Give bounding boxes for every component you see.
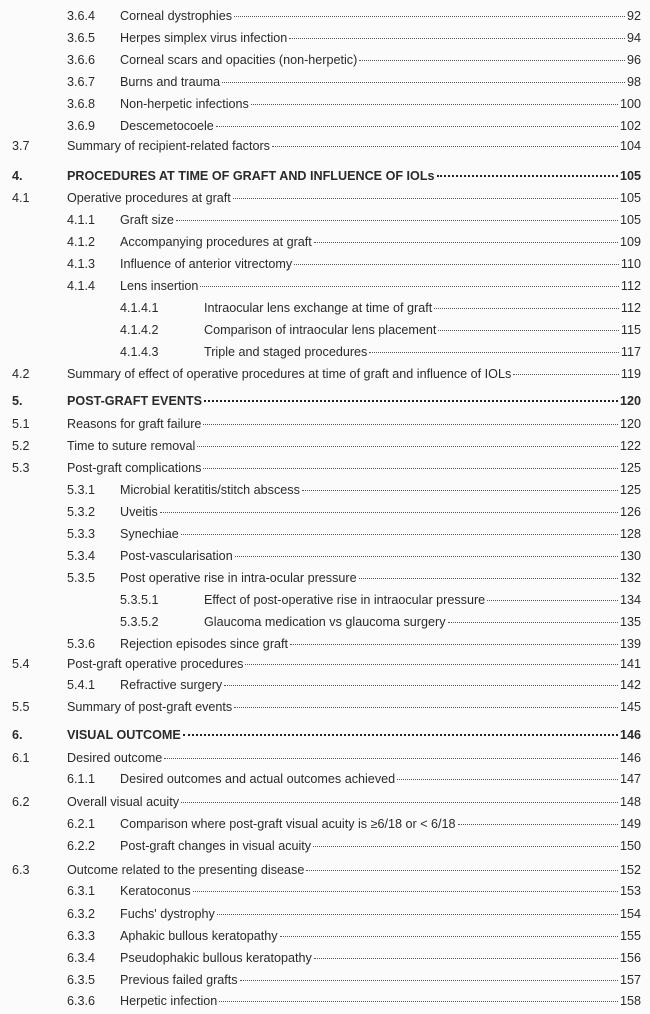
toc-entry-number: 4.1.2 (67, 235, 96, 249)
toc-entry[interactable] (0, 836, 650, 856)
toc-entry-page: 109 (619, 235, 641, 249)
dot-leader (306, 870, 618, 871)
toc-entry-title: VISUAL OUTCOME (67, 728, 181, 742)
toc-entry[interactable] (0, 414, 650, 434)
toc-entry[interactable] (0, 458, 650, 478)
toc-entry[interactable] (0, 991, 650, 1011)
dot-leader (217, 914, 618, 915)
toc-entry-page: 142 (619, 678, 641, 692)
toc-entry-page: 115 (620, 323, 641, 337)
toc-entry-page: 110 (620, 257, 641, 271)
dot-leader (487, 600, 618, 601)
dot-leader (181, 802, 618, 803)
toc-entry-title: Post-graft complications (67, 461, 202, 475)
dot-leader (193, 891, 618, 892)
dot-leader (176, 220, 618, 221)
toc-entry-number: 3.6.6 (67, 53, 96, 67)
toc-entry-title: Triple and staged procedures (204, 345, 368, 359)
dot-leader (200, 286, 619, 287)
toc-entry-page: 146 (619, 728, 641, 742)
toc-entry-page: 148 (619, 795, 641, 809)
toc-entry-title: Operative procedures at graft (67, 191, 231, 205)
dot-leader (437, 175, 618, 177)
toc-entry-page: 150 (619, 839, 641, 853)
toc-entry-page: 105 (619, 213, 641, 227)
toc-entry[interactable] (0, 210, 650, 230)
toc-entry-page: 125 (619, 461, 641, 475)
toc-entry-title: Herpes simplex virus infection (120, 31, 288, 45)
dot-leader (234, 16, 625, 17)
toc-entry-number: 4.1.4.1 (120, 301, 159, 315)
toc-entry-title: Refractive surgery (120, 678, 223, 692)
dot-leader (290, 644, 618, 645)
toc-entry-title: Post-graft changes in visual acuity (120, 839, 312, 853)
dot-leader (203, 424, 618, 425)
dot-leader (397, 779, 618, 780)
toc-entry-number: 3.7 (12, 139, 30, 153)
toc-entry-number: 5.4 (12, 657, 30, 671)
toc-entry-number: 5.3.1 (67, 483, 96, 497)
toc-entry[interactable] (0, 970, 650, 990)
dot-leader (448, 622, 618, 623)
dot-leader (204, 400, 618, 402)
toc-entry[interactable] (0, 926, 650, 946)
toc-entry-title: Microbial keratitis/stitch abscess (120, 483, 300, 497)
toc-entry-title: Effect of post-operative rise in intraocular pressure (204, 593, 486, 607)
toc-entry[interactable] (0, 232, 650, 252)
toc-entry-title: Burns and trauma (120, 75, 221, 89)
dot-leader (240, 980, 618, 981)
toc-entry-page: 112 (620, 279, 641, 293)
toc-entry[interactable] (0, 524, 650, 544)
toc-entry[interactable] (0, 116, 650, 136)
toc-chapter-row[interactable] (0, 166, 650, 186)
dot-leader (438, 330, 619, 331)
toc-entry-title: Glaucoma medication vs glaucoma surgery (204, 615, 446, 629)
dot-leader (233, 198, 618, 199)
toc-entry[interactable] (0, 948, 650, 968)
toc-entry-title: Corneal dystrophies (120, 9, 233, 23)
toc-entry[interactable] (0, 748, 650, 768)
toc-entry-page: 157 (619, 973, 641, 987)
toc-entry[interactable] (0, 814, 650, 834)
toc-entry-title: Pseudophakic bullous keratopathy (120, 951, 312, 965)
toc-entry-number: 6.3.5 (67, 973, 96, 987)
toc-entry-title: Graft size (120, 213, 174, 227)
toc-entry-title: Previous failed grafts (120, 973, 238, 987)
toc-entry-title: POST-GRAFT EVENTS (67, 394, 203, 408)
dot-leader (183, 734, 618, 736)
toc-entry-number: 3.6.9 (67, 119, 96, 133)
toc-entry-page: 94 (626, 31, 641, 45)
toc-entry-number: 6.1.1 (67, 772, 96, 786)
dot-leader (434, 308, 619, 309)
toc-entry-number: 5.3.5 (67, 571, 96, 585)
toc-entry-number: 4.1.3 (67, 257, 96, 271)
toc-entry-number: 6.3.3 (67, 929, 96, 943)
toc-entry[interactable] (0, 50, 650, 70)
toc-entry-page: 102 (619, 119, 641, 133)
toc-entry-page: 120 (619, 417, 641, 431)
toc-entry-title: Comparison of intraocular lens placement (204, 323, 437, 337)
toc-entry-title: Non-herpetic infections (120, 97, 249, 111)
toc-entry-number: 3.6.4 (67, 9, 96, 23)
toc-entry-title: Uveitis (120, 505, 158, 519)
toc-entry-number: 4.1.4 (67, 279, 96, 293)
toc-entry-page: 130 (619, 549, 641, 563)
toc-entry-title: Outcome related to the presenting disease (67, 863, 305, 877)
toc-entry-number: 4.1.4.3 (120, 345, 159, 359)
toc-entry-page: 92 (626, 9, 641, 23)
toc-entry-title: Time to suture removal (67, 439, 196, 453)
dot-leader (160, 512, 618, 513)
toc-entry-page: 126 (619, 505, 641, 519)
toc-entry-title: Desired outcome (67, 751, 163, 765)
toc-entry-page: 145 (619, 700, 641, 714)
toc-entry[interactable] (0, 697, 650, 717)
toc-entry-title: Accompanying procedures at graft (120, 235, 312, 249)
toc-entry-number: 5.3.5.1 (120, 593, 159, 607)
toc-entry-number: 5.3.5.2 (120, 615, 159, 629)
dot-leader (181, 534, 618, 535)
dot-leader (197, 446, 618, 447)
toc-entry-page: 134 (619, 593, 641, 607)
dot-leader (359, 578, 618, 579)
toc-entry[interactable] (0, 6, 650, 26)
toc-entry[interactable] (0, 254, 650, 274)
toc-entry-title: Keratoconus (120, 884, 191, 898)
toc-entry-title: Corneal scars and opacities (non-herpetic) (120, 53, 358, 67)
toc-entry-page: 100 (619, 97, 641, 111)
dot-leader (314, 242, 618, 243)
toc-entry-page: 156 (619, 951, 641, 965)
toc-entry-page: 132 (619, 571, 641, 585)
toc-entry-title: Synechiae (120, 527, 179, 541)
toc-entry-number: 6.2.2 (67, 839, 96, 853)
toc-entry-page: 158 (619, 994, 641, 1008)
toc-entry[interactable] (0, 904, 650, 924)
toc-entry-page: 112 (620, 301, 641, 315)
toc-entry[interactable] (0, 612, 650, 632)
toc-entry-title: Influence of anterior vitrectomy (120, 257, 293, 271)
dot-leader (216, 126, 618, 127)
toc-entry-page: 147 (619, 772, 641, 786)
dot-leader (245, 664, 618, 665)
toc-entry-number: 6.2.1 (67, 817, 96, 831)
toc-entry-page: 105 (619, 191, 641, 205)
toc-entry-number: 4. (12, 169, 23, 183)
dot-leader (235, 556, 618, 557)
toc-entry[interactable] (0, 568, 650, 588)
toc-entry[interactable] (0, 546, 650, 566)
toc-entry-number: 5.1 (12, 417, 30, 431)
toc-entry[interactable] (0, 136, 650, 156)
toc-entry[interactable] (0, 28, 650, 48)
toc-entry-page: 153 (619, 884, 641, 898)
dot-leader (164, 758, 618, 759)
toc-entry-number: 5.4.1 (67, 678, 96, 692)
toc-entry-page: 120 (619, 394, 641, 408)
toc-entry-number: 6.3.4 (67, 951, 96, 965)
toc-entry-number: 4.1.1 (67, 213, 96, 227)
toc-entry-page: 105 (619, 169, 641, 183)
toc-entry-number: 6.3.2 (67, 907, 96, 921)
toc-entry[interactable] (0, 881, 650, 901)
toc-entry-number: 4.1.4.2 (120, 323, 159, 337)
dot-leader (251, 104, 618, 105)
dot-leader (458, 824, 618, 825)
dot-leader (224, 685, 618, 686)
dot-leader (203, 468, 618, 469)
toc-entry[interactable] (0, 480, 650, 500)
toc-entry-number: 5.3.6 (67, 637, 96, 651)
toc-entry-number: 3.6.7 (67, 75, 96, 89)
toc-entry-page: 146 (619, 751, 641, 765)
toc-entry-number: 5.3.4 (67, 549, 96, 563)
toc-entry-page: 135 (619, 615, 641, 629)
dot-leader (294, 264, 619, 265)
toc-entry-title: Desired outcomes and actual outcomes achieved (120, 772, 396, 786)
dot-leader (313, 846, 618, 847)
toc-entry-title: Herpetic infection (120, 994, 218, 1008)
toc-entry-page: 119 (620, 367, 641, 381)
toc-entry-title: Overall visual acuity (67, 795, 179, 809)
toc-entry-page: 125 (619, 483, 641, 497)
toc-entry-number: 5.3 (12, 461, 30, 475)
toc-entry[interactable] (0, 94, 650, 114)
toc-entry-page: 155 (619, 929, 641, 943)
toc-entry-title: Lens insertion (120, 279, 199, 293)
toc-entry-title: Aphakic bullous keratopathy (120, 929, 278, 943)
toc-entry-page: 96 (626, 53, 641, 67)
toc-entry-number: 5.2 (12, 439, 30, 453)
dot-leader (280, 936, 618, 937)
toc-entry[interactable] (0, 320, 650, 340)
toc-entry-title: Summary of post-graft events (67, 700, 233, 714)
toc-entry[interactable] (0, 654, 650, 674)
toc-entry-title: Post-graft operative procedures (67, 657, 244, 671)
toc-entry[interactable] (0, 72, 650, 92)
toc-entry[interactable] (0, 436, 650, 456)
toc-entry-page: 98 (626, 75, 641, 89)
toc-entry-title: Post operative rise in intra-ocular pressure (120, 571, 357, 585)
dot-leader (222, 82, 625, 83)
dot-leader (289, 38, 625, 39)
toc-entry-page: 152 (619, 863, 641, 877)
toc-entry-number: 6.3 (12, 863, 30, 877)
toc-entry[interactable] (0, 792, 650, 812)
toc-entry-page: 104 (619, 139, 641, 153)
dot-leader (314, 958, 618, 959)
toc-entry-page: 141 (619, 657, 641, 671)
toc-entry-number: 6. (12, 728, 23, 742)
toc-entry-number: 6.2 (12, 795, 30, 809)
toc-entry-number: 5.3.2 (67, 505, 96, 519)
dot-leader (513, 374, 619, 375)
toc-entry[interactable] (0, 634, 650, 654)
toc-entry-title: Intraocular lens exchange at time of graft (204, 301, 433, 315)
toc-entry[interactable] (0, 502, 650, 522)
dot-leader (272, 146, 618, 147)
toc-entry-title: Descemetocoele (120, 119, 214, 133)
toc-entry-number: 5.3.3 (67, 527, 96, 541)
toc-entry-title: Post-vascularisation (120, 549, 233, 563)
dot-leader (359, 60, 625, 61)
dot-leader (219, 1001, 618, 1002)
toc-entry-number: 4.2 (12, 367, 30, 381)
toc-entry-title: Summary of effect of operative procedures at time of graft and influence of IOLs (67, 367, 512, 381)
toc-entry-number: 5. (12, 394, 23, 408)
dot-leader (302, 490, 618, 491)
toc-entry[interactable] (0, 590, 650, 610)
toc-entry[interactable] (0, 364, 650, 384)
toc-entry-page: 128 (619, 527, 641, 541)
toc-entry-title: Summary of recipient-related factors (67, 139, 270, 153)
toc-entry-title: Comparison where post-graft visual acuity is ≥6/18 or < 6/18 (120, 817, 456, 831)
toc-chapter-row[interactable] (0, 391, 650, 411)
toc-entry-number: 6.3.6 (67, 994, 96, 1008)
toc-entry[interactable] (0, 188, 650, 208)
toc-entry-number: 6.3.1 (67, 884, 96, 898)
toc-entry-page: 117 (620, 345, 641, 359)
dot-leader (369, 352, 619, 353)
toc-entry-title: Reasons for graft failure (67, 417, 202, 431)
toc-entry[interactable] (0, 860, 650, 880)
toc-entry-number: 6.1 (12, 751, 30, 765)
toc-entry-title: Rejection episodes since graft (120, 637, 289, 651)
toc-entry[interactable] (0, 342, 650, 362)
toc-entry-title: PROCEDURES AT TIME OF GRAFT AND INFLUENCE OF IOLs (67, 169, 435, 183)
toc-entry-number: 4.1 (12, 191, 30, 205)
dot-leader (234, 707, 618, 708)
toc-entry-page: 139 (619, 637, 641, 651)
toc-entry[interactable] (0, 276, 650, 296)
toc-entry[interactable] (0, 675, 650, 695)
toc-entry-title: Fuchs' dystrophy (120, 907, 215, 921)
toc-entry-page: 154 (619, 907, 641, 921)
toc-entry-page: 122 (619, 439, 641, 453)
toc-entry-number: 3.6.5 (67, 31, 96, 45)
toc-entry[interactable] (0, 769, 650, 789)
toc-chapter-row[interactable] (0, 725, 650, 745)
toc-entry-page: 149 (619, 817, 641, 831)
toc-entry-number: 5.5 (12, 700, 30, 714)
toc-entry-number: 3.6.8 (67, 97, 96, 111)
toc-entry[interactable] (0, 298, 650, 318)
